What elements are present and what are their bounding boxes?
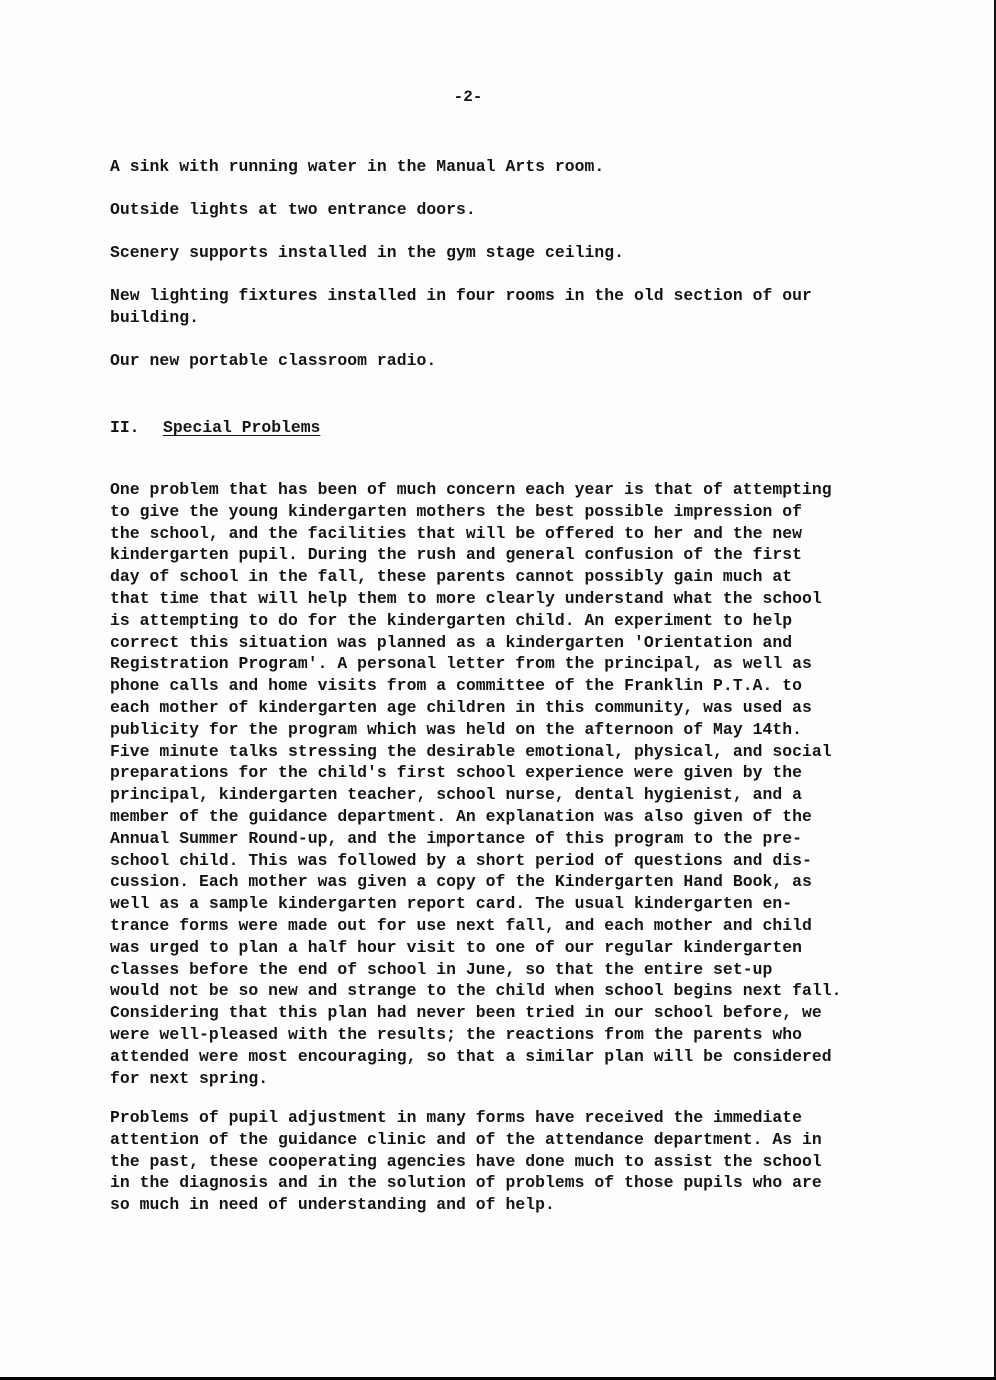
section-title: Special Problems: [163, 418, 321, 437]
list-item-sink: A sink with running water in the Manual Arts room.: [110, 157, 605, 176]
list-item-radio: Our new portable classroom radio.: [110, 351, 437, 370]
section-heading: [110, 417, 320, 439]
section-number: II.: [110, 418, 140, 437]
list-item-scenery-supports: Scenery supports installed in the gym stage ceiling.: [110, 243, 625, 262]
list-item-outside-lights: Outside lights at two entrance doors.: [110, 200, 476, 219]
paragraph-pupil-adjustment: Problems of pupil adjustment in many forms have received the immediate attention of the guidance clinic and of the attendance department. As in the past, these cooperating agencies have done much to assist the school in the diagnosis and in the solution of problems of those pupils who are so much in need of understanding and of help.: [110, 1108, 822, 1215]
list-item-lighting-fixtures: New lighting fixtures installed in four rooms in the old section of our building.: [110, 286, 812, 327]
page-number: -2-: [453, 88, 483, 106]
paragraph-orientation-program: One problem that has been of much concern each year is that of attempting to give the young kindergarten mothers the best possible impression of the school, and the facilities that will be offered to her and the new kindergarten pupil. During the rush and general confusion of the first day of school in the fall, these parents cannot possibly gain much at that time that will help them to more clearly understand what the school is attempting to do for the kindergarten child. An experiment to help correct this situation was planned as a kindergarten 'Orientation and Registration Program'. A personal letter from the principal, as well as phone calls and home visits from a committee of the Franklin P.T.A. to each mother of kindergarten age children in this community, was used as publicity for the program which was held on the afternoon of May 14th. Five minute talks stressing the desirable emotional, physical, and social preparations for the child's first school experience were given by the principal, kindergarten teacher, school nurse, dental hygienist, and a member of the guidance department. An explanation was also given of the Annual Summer Round-up, and the importance of this program to the pre- school child. This was followed by a short period of questions and dis- cussion. Each mother was given a copy of the Kindergarten Hand Book, as well as a sample kindergarten report card. The usual kindergarten en- trance forms were made out for use next fall, and each mother and child was urged to plan a half hour visit to one of our regular kindergarten classes before the end of school in June, so that the entire set-up would not be so new and strange to the child when school begins next fall. Considering that this plan had never been tried in our school before, we were well-pleased with the results; the reactions from the parents who attended were most encouraging, so that a similar plan will be considered for next spring.: [110, 480, 842, 1088]
